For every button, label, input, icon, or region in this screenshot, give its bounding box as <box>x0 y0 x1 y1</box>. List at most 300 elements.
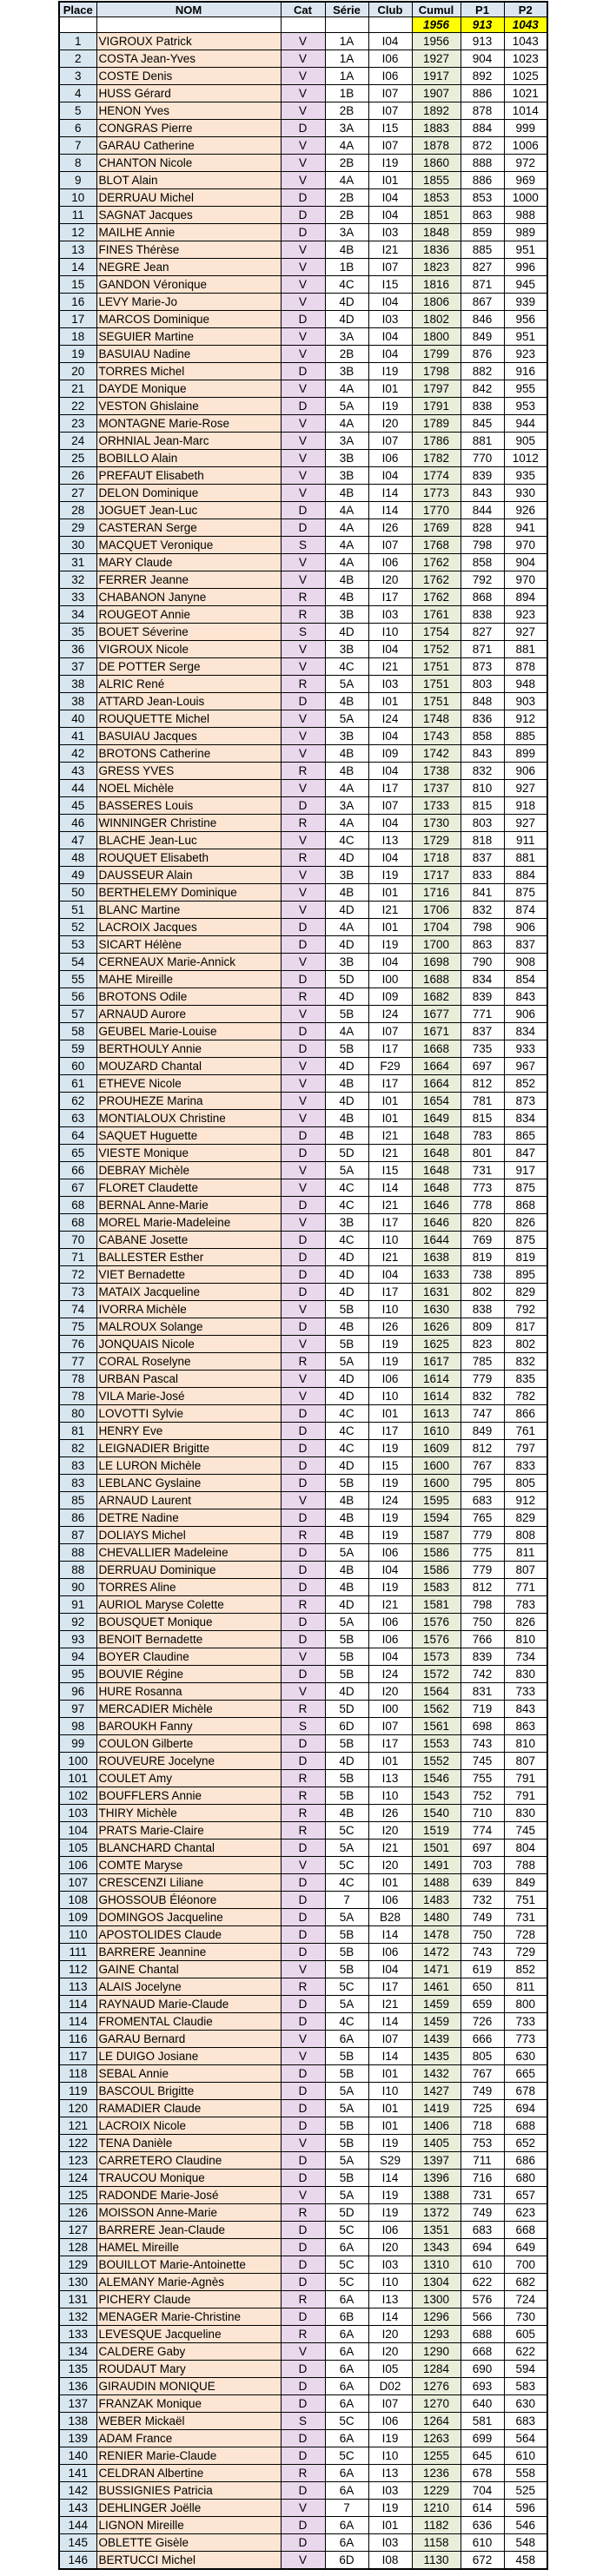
table-row <box>59 2013 547 2031</box>
cell-serie: 4D <box>325 1388 368 1405</box>
cell-club: I03 <box>368 311 412 328</box>
cell-club: I06 <box>368 1371 412 1388</box>
cell-nom: VIGROUX Patrick <box>96 33 281 50</box>
cell-cat: D <box>281 1735 325 1753</box>
cell-p1: 846 <box>461 311 504 328</box>
cell-cumul: 1742 <box>412 745 461 763</box>
cell-cumul: 1296 <box>412 2308 461 2326</box>
table-row <box>59 1388 547 1405</box>
table-row <box>59 2500 547 2517</box>
table-row <box>59 380 547 398</box>
cell-serie: 2B <box>325 346 368 363</box>
cell-place: 31 <box>59 554 96 571</box>
cell-nom: ROUQUETTE Michel <box>96 710 281 728</box>
cell-p1: 838 <box>461 1301 504 1318</box>
cell-nom: VILA Marie-José <box>96 1388 281 1405</box>
cell-cat: R <box>281 1787 325 1805</box>
cell-place: 124 <box>59 2170 96 2187</box>
cell-p2: 771 <box>504 1579 547 1596</box>
cell-cat: D <box>281 2534 325 2552</box>
cell-nom: SEGUIER Martine <box>96 328 281 346</box>
cell-nom: LOVOTTI Sylvie <box>96 1405 281 1423</box>
cell-p2: 930 <box>504 485 547 502</box>
cell-club: I04 <box>368 1648 412 1666</box>
cell-place: 136 <box>59 2378 96 2395</box>
cell-club: I15 <box>368 276 412 294</box>
cell-p1: 749 <box>461 2204 504 2222</box>
totals-row <box>59 17 547 33</box>
cell-p2: 782 <box>504 1388 547 1405</box>
cell-p1: 843 <box>461 745 504 763</box>
cell-p2: 935 <box>504 467 547 485</box>
cell-cat: V <box>281 884 325 902</box>
cell-nom: BASUIAU Nadine <box>96 346 281 363</box>
cell-cat: V <box>281 832 325 849</box>
cell-cumul: 1718 <box>412 849 461 867</box>
cell-place: 108 <box>59 1892 96 1909</box>
cell-p1: 815 <box>461 797 504 815</box>
cell-place: 96 <box>59 1683 96 1701</box>
cell-club: I03 <box>368 2534 412 2552</box>
cell-p1: 614 <box>461 2500 504 2517</box>
cell-place: 51 <box>59 902 96 919</box>
cell-cumul: 1682 <box>412 988 461 1006</box>
cell-club: I03 <box>368 676 412 693</box>
cell-serie: 4C <box>325 1179 368 1197</box>
table-row <box>59 102 547 120</box>
table-row <box>59 1040 547 1058</box>
cell-p2: 852 <box>504 1961 547 1978</box>
cell-p2: 878 <box>504 658 547 676</box>
cell-nom: BLACHE Jean-Luc <box>96 832 281 849</box>
cell-cat: D <box>281 1614 325 1631</box>
cell-place: 78 <box>59 1371 96 1388</box>
cell-p1: 765 <box>461 1509 504 1527</box>
table-row <box>59 1353 547 1371</box>
table-row <box>59 884 547 902</box>
cell-nom: BALLESTER Esther <box>96 1249 281 1266</box>
cell-club: I20 <box>368 1857 412 1874</box>
cell-cumul: 1304 <box>412 2274 461 2291</box>
cell-nom: PICHERY Claude <box>96 2291 281 2308</box>
cell-p2: 682 <box>504 2274 547 2291</box>
cell-p2: 680 <box>504 2170 547 2187</box>
table-row <box>59 467 547 485</box>
cell-nom: BOYER Claudine <box>96 1648 281 1666</box>
cell-club: I15 <box>368 1162 412 1179</box>
cell-p1: 778 <box>461 1197 504 1214</box>
cell-place: 127 <box>59 2222 96 2239</box>
cell-cat: V <box>281 259 325 276</box>
cell-cumul: 1860 <box>412 155 461 172</box>
cell-place: 139 <box>59 2430 96 2447</box>
table-row <box>59 2065 547 2083</box>
cell-place: 104 <box>59 1822 96 1840</box>
cell-nom: DERRUAU Dominique <box>96 1562 281 1579</box>
cell-place: 34 <box>59 606 96 624</box>
cell-cumul: 1633 <box>412 1266 461 1284</box>
cell-place: 126 <box>59 2204 96 2222</box>
cell-nom: PRATS Marie-Claire <box>96 1822 281 1840</box>
cell-place: 113 <box>59 1978 96 1996</box>
cell-p2: 875 <box>504 1232 547 1249</box>
cell-cumul: 1770 <box>412 502 461 519</box>
cell-cat: D <box>281 1423 325 1440</box>
cell-serie: 3B <box>325 641 368 658</box>
cell-cat: V <box>281 2048 325 2065</box>
cell-place: 106 <box>59 1857 96 1874</box>
cell-p2: 605 <box>504 2326 547 2343</box>
table-row <box>59 902 547 919</box>
cell-place: 92 <box>59 1614 96 1631</box>
cell-cat: V <box>281 1006 325 1023</box>
cell-serie: 1B <box>325 259 368 276</box>
cell-place: 134 <box>59 2343 96 2361</box>
cell-p2: 834 <box>504 1023 547 1040</box>
cell-p1: 885 <box>461 241 504 259</box>
cell-cumul: 1343 <box>412 2239 461 2256</box>
cell-nom: DOLIAYS Michel <box>96 1527 281 1544</box>
cell-club: I19 <box>368 2187 412 2204</box>
cell-p1: 832 <box>461 902 504 919</box>
cell-cat: V <box>281 450 325 467</box>
cell-place: 55 <box>59 971 96 988</box>
cell-cat: D <box>281 1631 325 1648</box>
cell-cumul: 1405 <box>412 2135 461 2152</box>
cell-cumul: 1648 <box>412 1179 461 1197</box>
cell-nom: BARRERE Jean-Claude <box>96 2222 281 2239</box>
cell-cat: R <box>281 763 325 780</box>
cell-place: 130 <box>59 2274 96 2291</box>
cell-club: I19 <box>368 1475 412 1492</box>
cell-p2: 863 <box>504 1718 547 1735</box>
cell-p1: 753 <box>461 2135 504 2152</box>
cell-cumul: 1478 <box>412 1926 461 1944</box>
cell-place: 71 <box>59 1249 96 1266</box>
cell-p1: 805 <box>461 2048 504 2065</box>
cell-serie: 5B <box>325 1961 368 1978</box>
cell-club: I05 <box>368 2361 412 2378</box>
cell-p2: 917 <box>504 1162 547 1179</box>
cell-club: I19 <box>368 2500 412 2517</box>
table-row <box>59 867 547 884</box>
table-row <box>59 832 547 849</box>
cell-club: I15 <box>368 120 412 137</box>
cell-place: 41 <box>59 728 96 745</box>
cell-club: S29 <box>368 2152 412 2170</box>
cell-place: 44 <box>59 780 96 797</box>
cell-nom: WINNINGER Christine <box>96 815 281 832</box>
cell-nom: SEBAL Annie <box>96 2065 281 2083</box>
cell-nom: BOUET Séverine <box>96 624 281 641</box>
cell-p1: 747 <box>461 1405 504 1423</box>
cell-place: 50 <box>59 884 96 902</box>
cell-cumul: 1768 <box>412 537 461 554</box>
cell-club: I14 <box>368 2013 412 2031</box>
table-row <box>59 2152 547 2170</box>
cell-cumul: 1717 <box>412 867 461 884</box>
cell-place: 57 <box>59 1006 96 1023</box>
cell-p1: 863 <box>461 207 504 224</box>
cell-p2: 906 <box>504 763 547 780</box>
cell-p2: 875 <box>504 884 547 902</box>
cell-serie: 4D <box>325 849 368 867</box>
table-row <box>59 241 547 259</box>
cell-p1: 838 <box>461 398 504 415</box>
table-row <box>59 589 547 606</box>
cell-cumul: 1210 <box>412 2500 461 2517</box>
cell-p1: 882 <box>461 363 504 380</box>
cell-serie: 4B <box>325 745 368 763</box>
cell-cat: D <box>281 2447 325 2465</box>
cell-serie: 1A <box>325 33 368 50</box>
cell-serie: 5B <box>325 1666 368 1683</box>
cell-p2: 630 <box>504 2395 547 2413</box>
cell-cumul: 1671 <box>412 1023 461 1040</box>
cell-p1: 873 <box>461 658 504 676</box>
cell-p1: 779 <box>461 1371 504 1388</box>
cell-cumul: 1654 <box>412 1093 461 1110</box>
cell-p2: 819 <box>504 1249 547 1266</box>
cell-p2: 911 <box>504 832 547 849</box>
cell-cumul: 1264 <box>412 2413 461 2430</box>
cell-serie: 4C <box>325 1197 368 1214</box>
cell-nom: MALROUX Solange <box>96 1318 281 1336</box>
cell-cat: V <box>281 658 325 676</box>
cell-place: 65 <box>59 1145 96 1162</box>
cell-p1: 610 <box>461 2534 504 2552</box>
cell-club: I04 <box>368 467 412 485</box>
table-row <box>59 1266 547 1284</box>
cell-p1: 833 <box>461 867 504 884</box>
table-row <box>59 502 547 519</box>
cell-nom: BROTONS Catherine <box>96 745 281 763</box>
cell-cat: D <box>281 1926 325 1944</box>
cell-club: I19 <box>368 363 412 380</box>
cell-p2: 665 <box>504 2065 547 2083</box>
cell-p2: 923 <box>504 346 547 363</box>
cell-cat: V <box>281 294 325 311</box>
cell-p1: 690 <box>461 2361 504 2378</box>
cell-nom: ARNAUD Laurent <box>96 1492 281 1509</box>
cell-nom: MARY Claude <box>96 554 281 571</box>
cell-cumul: 1480 <box>412 1909 461 1926</box>
cell-cumul: 1483 <box>412 1892 461 1909</box>
cell-serie: 6B <box>325 2308 368 2326</box>
cell-serie: 6D <box>325 2552 368 2570</box>
cell-p2: 731 <box>504 1909 547 1926</box>
cell-p1: 779 <box>461 1562 504 1579</box>
cell-place: 30 <box>59 537 96 554</box>
cell-p1: 735 <box>461 1040 504 1058</box>
cell-p1: 711 <box>461 2152 504 2170</box>
cell-club: I04 <box>368 849 412 867</box>
cell-p2: 969 <box>504 172 547 189</box>
cell-cumul: 1600 <box>412 1475 461 1492</box>
cell-club: I04 <box>368 763 412 780</box>
table-row <box>59 33 547 50</box>
cell-p2: 1000 <box>504 189 547 207</box>
cell-nom: GIRAUDIN MONIQUE <box>96 2378 281 2395</box>
cell-place: 13 <box>59 241 96 259</box>
cell-place: 53 <box>59 936 96 954</box>
table-row <box>59 1631 547 1648</box>
cell-club: I07 <box>368 85 412 102</box>
table-row <box>59 1110 547 1127</box>
cell-club: I06 <box>368 554 412 571</box>
cell-nom: MONTAGNE Marie-Rose <box>96 415 281 433</box>
table-header <box>59 2 547 17</box>
cell-club: I14 <box>368 2170 412 2187</box>
cell-nom: CALDERE Gaby <box>96 2343 281 2361</box>
table-row <box>59 571 547 589</box>
table-row <box>59 311 547 328</box>
cell-cat: V <box>281 415 325 433</box>
cell-cumul: 1586 <box>412 1562 461 1579</box>
cell-p1: 876 <box>461 346 504 363</box>
cell-cat: D <box>281 2222 325 2239</box>
cell-serie: 3B <box>325 1214 368 1232</box>
cell-cumul: 1276 <box>412 2378 461 2395</box>
cell-cat: D <box>281 1562 325 1579</box>
cell-p1: 841 <box>461 884 504 902</box>
cell-club: I24 <box>368 710 412 728</box>
cell-place: 67 <box>59 1179 96 1197</box>
cell-cumul: 1372 <box>412 2204 461 2222</box>
cell-nom: TRAUCOU Monique <box>96 2170 281 2187</box>
cell-place: 107 <box>59 1874 96 1892</box>
cell-cat: R <box>281 2204 325 2222</box>
cell-club: I04 <box>368 1961 412 1978</box>
cell-club: I04 <box>368 207 412 224</box>
cell-p2: 912 <box>504 1492 547 1509</box>
cell-nom: NEGRE Jean <box>96 259 281 276</box>
table-row <box>59 415 547 433</box>
cell-p1: 755 <box>461 1770 504 1787</box>
cell-nom: URBAN Pascal <box>96 1371 281 1388</box>
table-row <box>59 1996 547 2013</box>
cell-serie: 5A <box>325 1162 368 1179</box>
cell-cumul: 1351 <box>412 2222 461 2239</box>
cell-place: 88 <box>59 1562 96 1579</box>
cell-club: I06 <box>368 1544 412 1562</box>
cell-p2: 951 <box>504 328 547 346</box>
cell-cumul: 1472 <box>412 1944 461 1961</box>
cell-p2: 873 <box>504 1093 547 1110</box>
cell-nom: VIGROUX Nicole <box>96 641 281 658</box>
table-row <box>59 50 547 68</box>
cell-place: 102 <box>59 1787 96 1805</box>
cell-p1: 802 <box>461 1284 504 1301</box>
cell-cumul: 1432 <box>412 2065 461 2083</box>
cell-cat: D <box>281 2065 325 2083</box>
cell-cat: V <box>281 641 325 658</box>
cell-nom: COULET Amy <box>96 1770 281 1787</box>
cell-club: I19 <box>368 398 412 415</box>
cell-cumul: 1668 <box>412 1040 461 1058</box>
table-row <box>59 1822 547 1840</box>
cell-cat: V <box>281 2031 325 2048</box>
cell-place: 74 <box>59 1301 96 1318</box>
cell-cat: V <box>281 902 325 919</box>
cell-nom: SAQUET Huguette <box>96 1127 281 1145</box>
cell-place: 26 <box>59 467 96 485</box>
cell-cumul: 1388 <box>412 2187 461 2204</box>
cell-place: 91 <box>59 1596 96 1614</box>
cell-cat: V <box>281 2500 325 2517</box>
cell-place: 88 <box>59 1544 96 1562</box>
table-row <box>59 971 547 988</box>
cell-place: 76 <box>59 1336 96 1353</box>
cell-club: I19 <box>368 2135 412 2152</box>
cell-p2: 988 <box>504 207 547 224</box>
cell-p2: 829 <box>504 1284 547 1301</box>
cell-serie: 4D <box>325 1457 368 1475</box>
table-row <box>59 988 547 1006</box>
cell-cat: V <box>281 2135 325 2152</box>
cell-club: I10 <box>368 2083 412 2100</box>
table-row <box>59 1336 547 1353</box>
cell-cumul: 1956 <box>412 33 461 50</box>
cell-club: I21 <box>368 1145 412 1162</box>
cell-club: I10 <box>368 2274 412 2291</box>
cell-p2: 800 <box>504 1996 547 2013</box>
cell-cumul: 1729 <box>412 832 461 849</box>
cell-cat: D <box>281 120 325 137</box>
cell-nom: BASSERES Louis <box>96 797 281 815</box>
cell-cumul: 1300 <box>412 2291 461 2308</box>
cell-club: I01 <box>368 919 412 936</box>
cell-nom: COMTE Maryse <box>96 1857 281 1874</box>
cell-nom: FROMENTAL Claudie <box>96 2013 281 2031</box>
cell-cumul: 1310 <box>412 2256 461 2274</box>
totals-nom-empty <box>96 17 281 33</box>
cell-cat: V <box>281 346 325 363</box>
cell-serie: 4C <box>325 658 368 676</box>
cell-cumul: 1158 <box>412 2534 461 2552</box>
table-row <box>59 1683 547 1701</box>
cell-p2: 688 <box>504 2117 547 2135</box>
table-row <box>59 658 547 676</box>
cell-p2: 829 <box>504 1509 547 1527</box>
cell-club: I07 <box>368 433 412 450</box>
cell-p2: 797 <box>504 1440 547 1457</box>
cell-serie: 6A <box>325 2239 368 2256</box>
cell-serie: 5B <box>325 1336 368 1353</box>
cell-cumul: 1917 <box>412 68 461 85</box>
cell-cat: D <box>281 1475 325 1492</box>
cell-place: 68 <box>59 1214 96 1232</box>
table-row <box>59 954 547 971</box>
cell-serie: 4A <box>325 519 368 537</box>
cell-p1: 823 <box>461 1336 504 1353</box>
cell-serie: 6A <box>325 2395 368 2413</box>
cell-nom: VESTON Ghislaine <box>96 398 281 415</box>
cell-cat: D <box>281 207 325 224</box>
cell-p1: 694 <box>461 2239 504 2256</box>
cell-club: I01 <box>368 1093 412 1110</box>
cell-cat: D <box>281 693 325 710</box>
cell-cumul: 1644 <box>412 1232 461 1249</box>
cell-cumul: 1293 <box>412 2326 461 2343</box>
cell-cat: V <box>281 172 325 189</box>
table-row <box>59 2343 547 2361</box>
cell-cat: S <box>281 1718 325 1735</box>
totals-p1: 913 <box>461 17 504 33</box>
cell-nom: MARCOS Dominique <box>96 311 281 328</box>
cell-club: I03 <box>368 606 412 624</box>
cell-club: I01 <box>368 2117 412 2135</box>
